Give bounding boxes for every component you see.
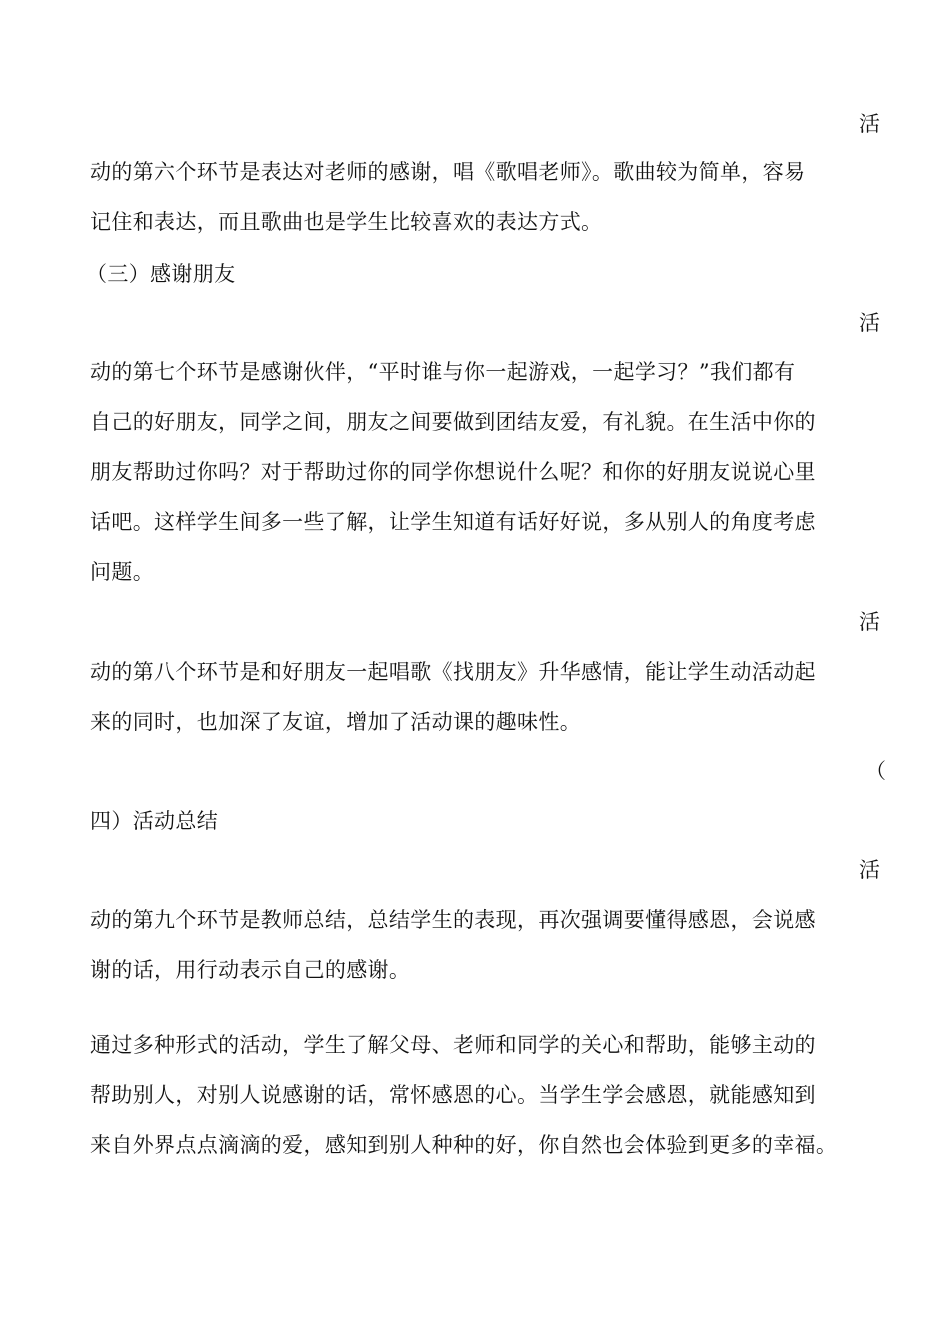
paragraph-line: 话吧。这样学生间多一些了解，让学生知道有话好好说，多从别人的角度考虑 [90,510,816,534]
paragraph-line: 来自外界点点滴滴的爱，感知到别人种种的好，你自然也会体验到更多的幸福。 [90,1133,838,1157]
paragraph-line: 帮助别人，对别人说感谢的话，常怀感恩的心。当学生学会感恩，就能感知到 [90,1083,816,1107]
paragraph-line: 动的第八个环节是和好朋友一起唱歌《找朋友》升华感情，能让学生动活动起 [90,660,816,684]
split-char: 活 [859,858,880,882]
paragraph-line: 谢的话，用行动表示自己的感谢。 [90,958,411,982]
paragraph-line: 朋友帮助过你吗？对于帮助过你的同学你想说什么呢？和你的好朋友说说心里 [90,460,816,484]
split-char: （ [865,759,886,783]
paragraph-line: 记住和表达，而且歌曲也是学生比较喜欢的表达方式。 [90,210,603,234]
split-char: 活 [859,610,880,634]
paragraph-line: 问题。 [90,560,155,584]
paragraph-line: 动的第六个环节是表达对老师的感谢，唱《歌唱老师》。歌曲较为简单，容易 [90,160,806,184]
paragraph-line: 动的第七个环节是感谢伙伴，“平时谁与你一起游戏，一起学习？”我们都有 [90,360,796,384]
paragraph-line: 自己的好朋友，同学之间，朋友之间要做到团结友爱，有礼貌。在生活中你的 [90,410,816,434]
section-heading: （三）感谢朋友 [86,262,236,286]
paragraph-line: 通过多种形式的活动，学生了解父母、老师和同学的关心和帮助，能够主动的 [90,1033,816,1057]
paragraph-line: 来的同时，也加深了友谊，增加了活动课的趣味性。 [90,710,582,734]
paragraph-line: 动的第九个环节是教师总结，总结学生的表现，再次强调要懂得感恩，会说感 [90,908,816,932]
section-heading: 四）活动总结 [90,809,219,833]
split-char: 活 [859,112,880,136]
split-char: 活 [859,311,880,335]
